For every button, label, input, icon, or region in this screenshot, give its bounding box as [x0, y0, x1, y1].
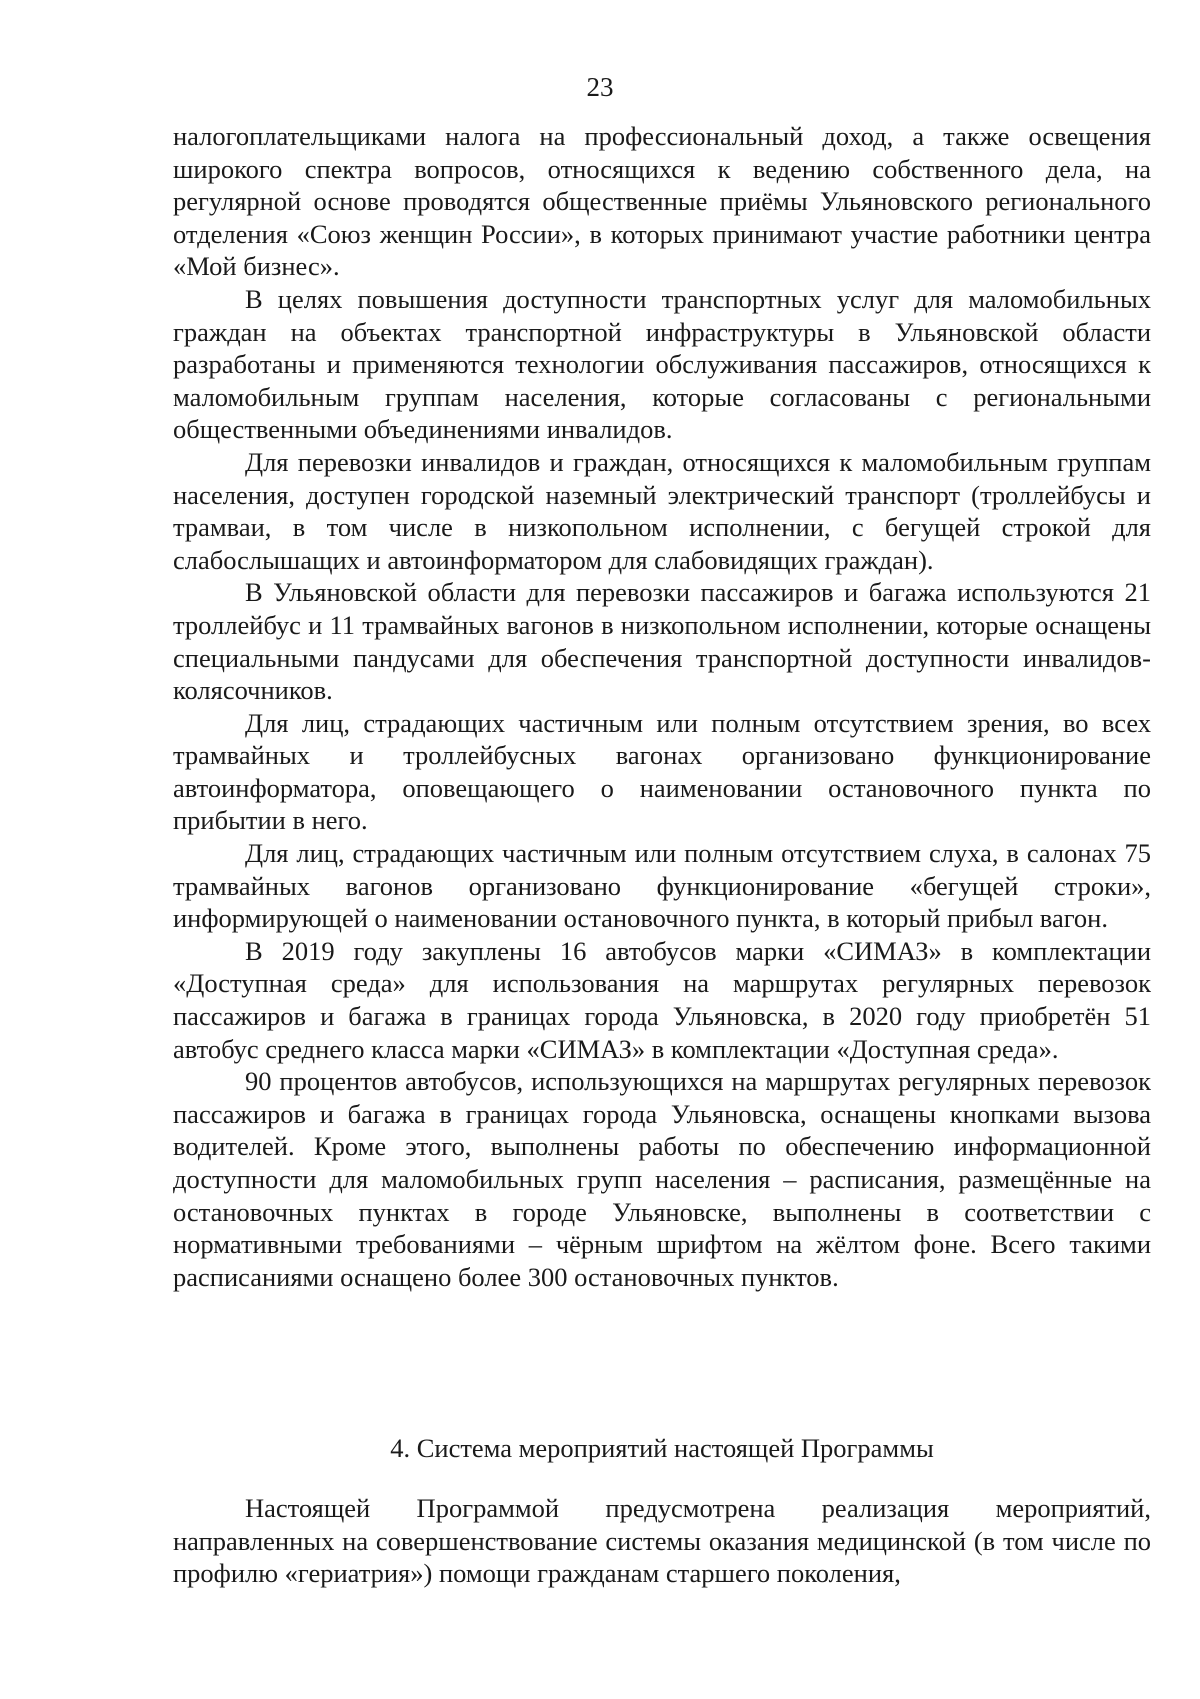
- paragraph-6: Для лиц, страдающих частичным или полным отсутствием слуха, в салонах 75 трамвайных вагонов организовано функционирование «бегущей строки», информирующей о наименовании остановочного пункта, в который прибыл вагон.: [173, 838, 1151, 934]
- paragraph-2: В целях повышения доступности транспортных услуг для маломобильных граждан на объектах транспортной инфраструктуры в Ульяновской области разработаны и применяются технологии обслуживания пассажиров, относящихся к маломобильным группам населения, которые согласованы с региональными общественными объединениями инвалидов.: [173, 283, 1151, 445]
- section-heading: 4. Система мероприятий настоящей Программы: [390, 1433, 934, 1463]
- section-paragraph-1: Настоящей Программой предусмотрена реализация мероприятий, направленных на совершенствование системы оказания медицинской (в том числе по профилю «гериатрия») помощи гражданам старшего поколения,: [173, 1493, 1151, 1589]
- page-number: 23: [586, 72, 614, 102]
- body-text: [173, 120, 1151, 1293]
- paragraph-8: 90 процентов автобусов, использующихся на маршрутах регулярных перевозок пассажиров и багажа в границах города Ульяновска, оснащены кнопками вызова водителей. Кроме этого, выполнены работы по обеспечению информационной доступности для маломобильных групп населения – расписания, размещённые на остановочных пунктах в городе Ульяновске, выполнены в соответствии с нормативными требованиями – чёрным шрифтом на жёлтом фоне. Всего такими расписаниями оснащено более 300 остановочных пунктов.: [173, 1066, 1151, 1292]
- paragraph-7: В 2019 году закуплены 16 автобусов марки «СИМАЗ» в комплектации «Доступная среда» для использования на маршрутах регулярных перевозок пассажиров и багажа в границах города Ульяновска, в 2020 году приобретён 51 автобус среднего класса марки «СИМАЗ» в комплектации «Доступная среда».: [173, 935, 1151, 1064]
- paragraph-4: В Ульяновской области для перевозки пассажиров и багажа используются 21 троллейбус и 11 трамвайных вагонов в низкопольном исполнении, которые оснащены специальными пандусами для обеспечения транспортной доступности инвалидов-колясочников.: [173, 577, 1151, 706]
- paragraph-3: Для перевозки инвалидов и граждан, относящихся к маломобильным группам населения, доступен городской наземный электрический транспорт (троллейбусы и трамваи, в том числе в низкопольном исполнении, с бегущей строкой для слабослышащих и автоинформатором для слабовидящих граждан).: [173, 446, 1151, 575]
- paragraph-5: Для лиц, страдающих частичным или полным отсутствием зрения, во всех трамвайных и троллейбусных вагонах организовано функционирование автоинформатора, оповещающего о наименовании остановочного пункта по прибытии в него.: [173, 707, 1151, 836]
- paragraph-1: налогоплательщиками налога на профессиональный доход, а также освещения широкого спектра вопросов, относящихся к ведению собственного дела, на регулярной основе проводятся общественные приёмы Ульяновского регионального отделения «Союз женщин России», в которых принимают участие работники центра «Мой бизнес».: [173, 121, 1151, 282]
- section-body-text: [173, 1492, 1151, 1590]
